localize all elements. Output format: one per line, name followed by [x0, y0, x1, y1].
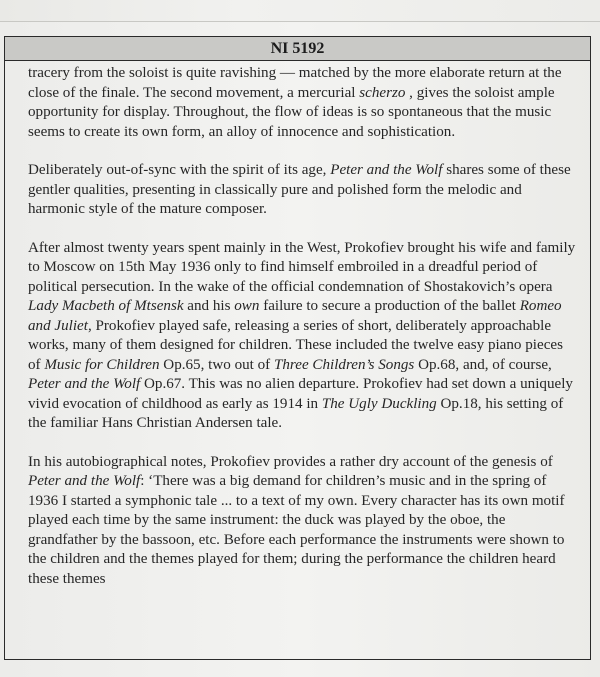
text-segment: tracery from the soloist is quite ravishing — matched by the more elaborate return at the close of the finale. The second movement, a mercurial	[28, 65, 562, 101]
italic-emphasis: own	[234, 298, 260, 314]
text-segment: failure to secure a production of the ballet	[259, 298, 520, 314]
text-segment: , Prokofiev played safe, releasing a series of short, deliberately approachable works, many of them designed for children. These included the twelve easy piano pieces of	[28, 317, 563, 373]
text-segment: In his autobiographical notes, Prokofiev provides a rather dry account of the genesis of	[28, 453, 553, 470]
italic-term: scherzo	[359, 84, 406, 101]
italic-title: Peter and the Wolf	[330, 162, 443, 178]
paragraph-2	[28, 161, 578, 220]
text-segment: and his	[183, 298, 235, 314]
italic-title: The Ugly Duckling	[321, 395, 437, 412]
paragraph-4	[28, 453, 578, 590]
text-segment: Op.65, two out of	[159, 356, 274, 373]
text-segment: Op.67. This was no alien departure. Prokofiev had set down a uniquely vivid evocation of childhood as early as 1914 in	[28, 376, 573, 412]
italic-title: Music for Children	[44, 356, 160, 373]
italic-title: Lady Macbeth of Mtsensk	[28, 298, 184, 314]
text-segment: Op.18, his setting of the familiar Hans Christian Andersen tale.	[28, 395, 564, 431]
paragraph-3	[28, 239, 578, 434]
body-text	[28, 64, 578, 589]
italic-title: Romeo and Juliet	[28, 298, 562, 334]
text-segment: Deliberately out-of-sync with the spirit of its age,	[28, 162, 331, 178]
italic-title: Peter and the Wolf	[28, 376, 141, 392]
header-band	[4, 36, 591, 61]
italic-title: Three Children’s Songs	[273, 356, 415, 373]
text-segment: Op.68, and, of course,	[414, 356, 552, 373]
catalog-number: NI 5192	[270, 40, 325, 57]
text-segment: After almost twenty years spent mainly in the West, Prokofiev brought his wife and family to Moscow on 15th May 1936 only to find himself embroiled in a dreadful period of political persecution. In the wake of the official condemnation of Shostakovich’s opera	[28, 239, 576, 295]
italic-title: Peter and the Wolf	[28, 473, 141, 489]
text-segment: shares some of these gentler qualities, presenting in classically pure and polished form the melodic and harmonic style of the mature composer.	[28, 162, 571, 217]
text-segment: : ‘There was a big demand for children’s music and in the spring of 1936 I started a symphonic tale ... to a text of my own. Every character has its own motif played each time by the same instrument: the duck was played by the oboe, the grandfather by the bassoon, etc. Before each performance the instruments were shown to the children and the themes played for them; during the performance the children heard these themes	[28, 473, 565, 587]
text-segment: , gives the soloist ample opportunity for display. Throughout, the flow of ideas is so spontaneous that the music seems to create its own form, an alloy of innocence and sophistication.	[28, 84, 555, 140]
paragraph-1	[28, 64, 578, 142]
